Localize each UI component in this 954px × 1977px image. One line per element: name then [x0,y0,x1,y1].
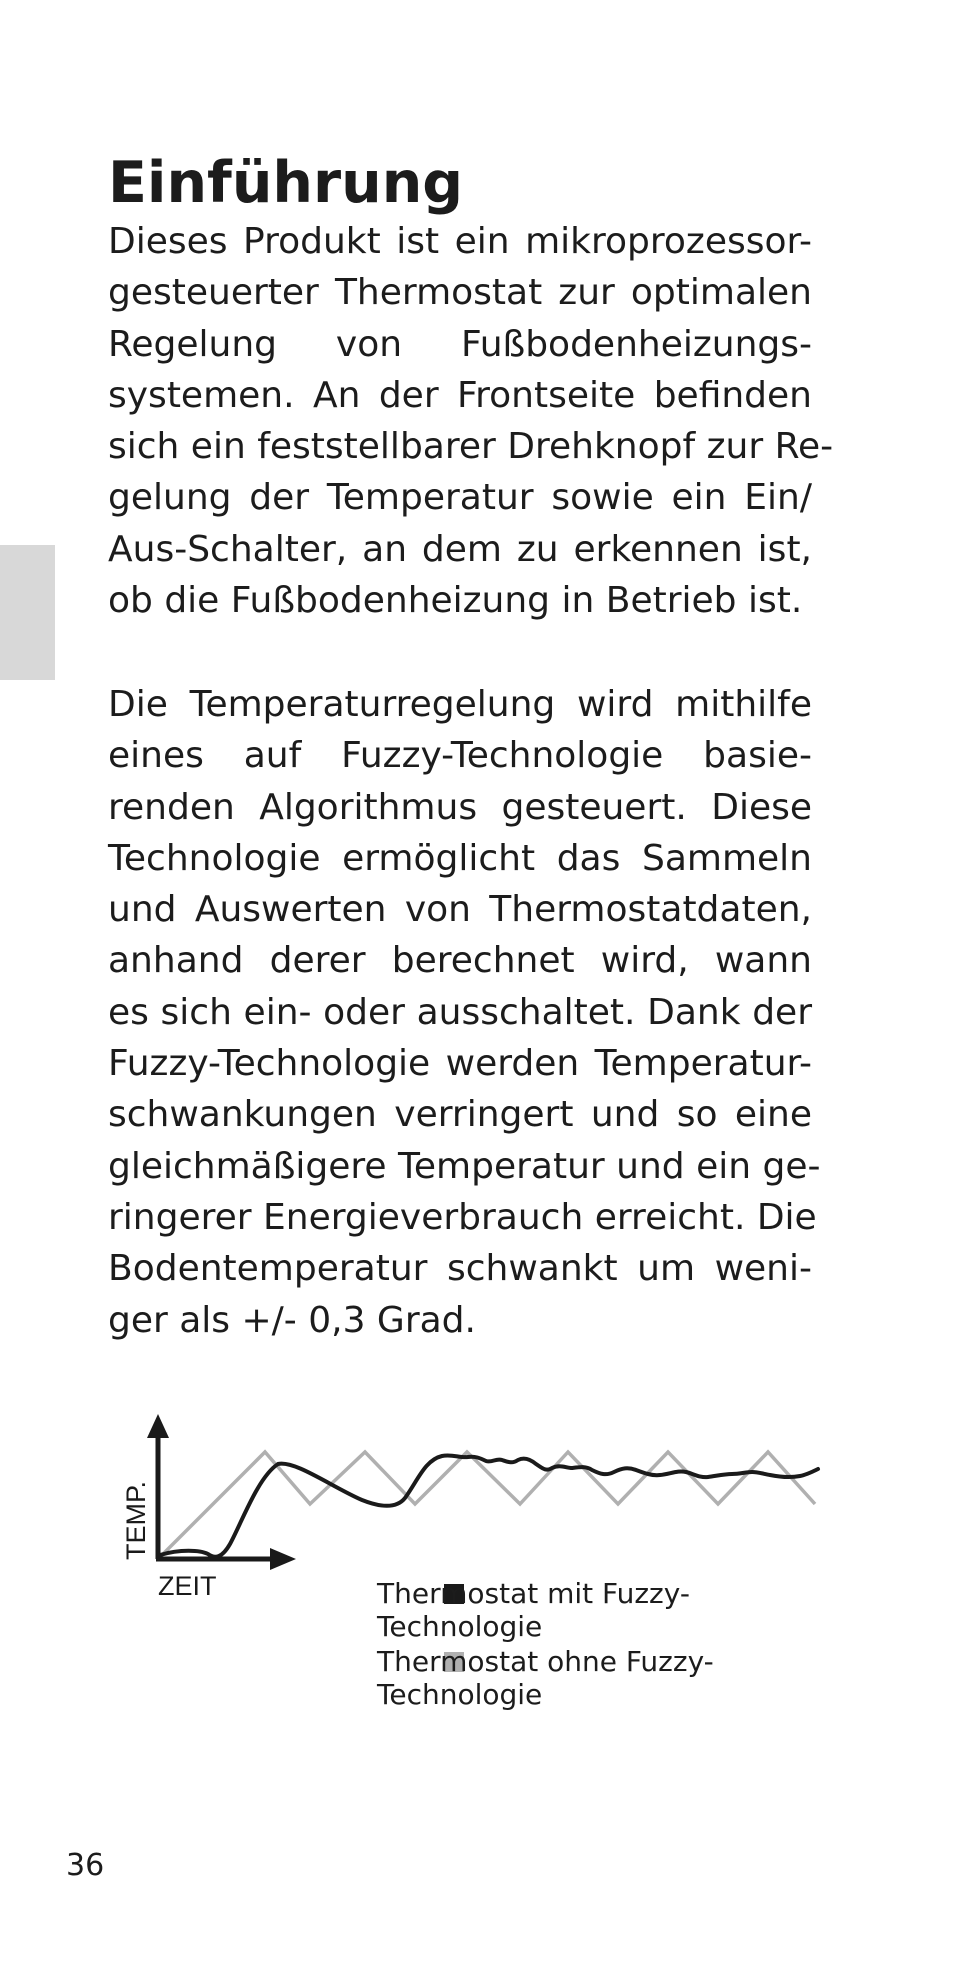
text-line: ger als +/- 0,3 Grad. [108,1299,476,1341]
text-line: Die Temperaturregelung wird mithilfe [108,684,812,725]
text-line: ob die Fußbodenheizung in Betrieb ist. [108,580,803,622]
text-line: anhand derer berechnet wird, wann [108,940,812,982]
text-line: gelung der Temperatur sowie ein Ein/ [108,477,812,519]
text-line: und Auswerten von Thermostatdaten, [108,889,812,931]
y-axis-arrow-icon [147,1414,169,1438]
x-axis-arrow-icon [270,1548,296,1570]
text-line: Bodentemperatur schwankt um weni- [108,1248,812,1290]
legend-entry-with-fuzzy [377,1577,690,1643]
text-line: Fuzzy-Technologie werden Temperatur- [108,1043,812,1085]
text-line: Regelung von Fußbodenheizungs- [108,323,812,365]
y-axis-label: TEMP. [121,1480,151,1560]
temperature-chart [100,1412,830,1597]
legend-label-line: Thermostat ohne Fuzzy- [377,1645,714,1678]
x-axis-label: ZEIT [158,1571,217,1597]
chart-svg [100,1412,830,1597]
legend-label-line: Thermostat mit Fuzzy- [377,1577,690,1610]
text-line: sich ein feststellbarer Drehknopf zur Re- [108,426,834,468]
text-line: es sich ein- oder ausschaltet. Dank der [108,991,812,1033]
legend-label-line: Technologie [377,1678,543,1711]
text-line: gleichmäßigere Temperatur und ein ge- [108,1145,821,1187]
text-line: Aus-Schalter, an dem zu erkennen ist, [108,528,812,570]
text-line: schwankungen verringert und so eine [108,1094,812,1136]
chapter-side-tab [0,545,55,680]
text-line: Dieses Produkt ist ein mikroprozessor- [108,221,812,262]
series-line-with-fuzzy [160,1455,818,1556]
text-line: eines auf Fuzzy-Technologie basie- [108,735,812,777]
legend-label-line: Technologie [377,1610,543,1643]
legend-entry-without-fuzzy [377,1645,714,1711]
text-line: renden Algorithmus gesteuert. Diese [108,786,812,828]
text-line: ringerer Energieverbrauch erreicht. Die [108,1196,817,1238]
page-number: 36 [66,1848,105,1883]
series-line-without-fuzzy [160,1452,815,1557]
fuzzy-paragraph [108,679,821,1346]
text-line: Technologie ermöglicht das Sammeln [108,837,812,879]
page-title: Einführung [108,150,464,216]
text-line: systemen. An der Frontseite befinden [108,374,812,416]
text-line: gesteuerter Thermostat zur optimalen [108,272,812,314]
intro-paragraph [108,216,834,626]
